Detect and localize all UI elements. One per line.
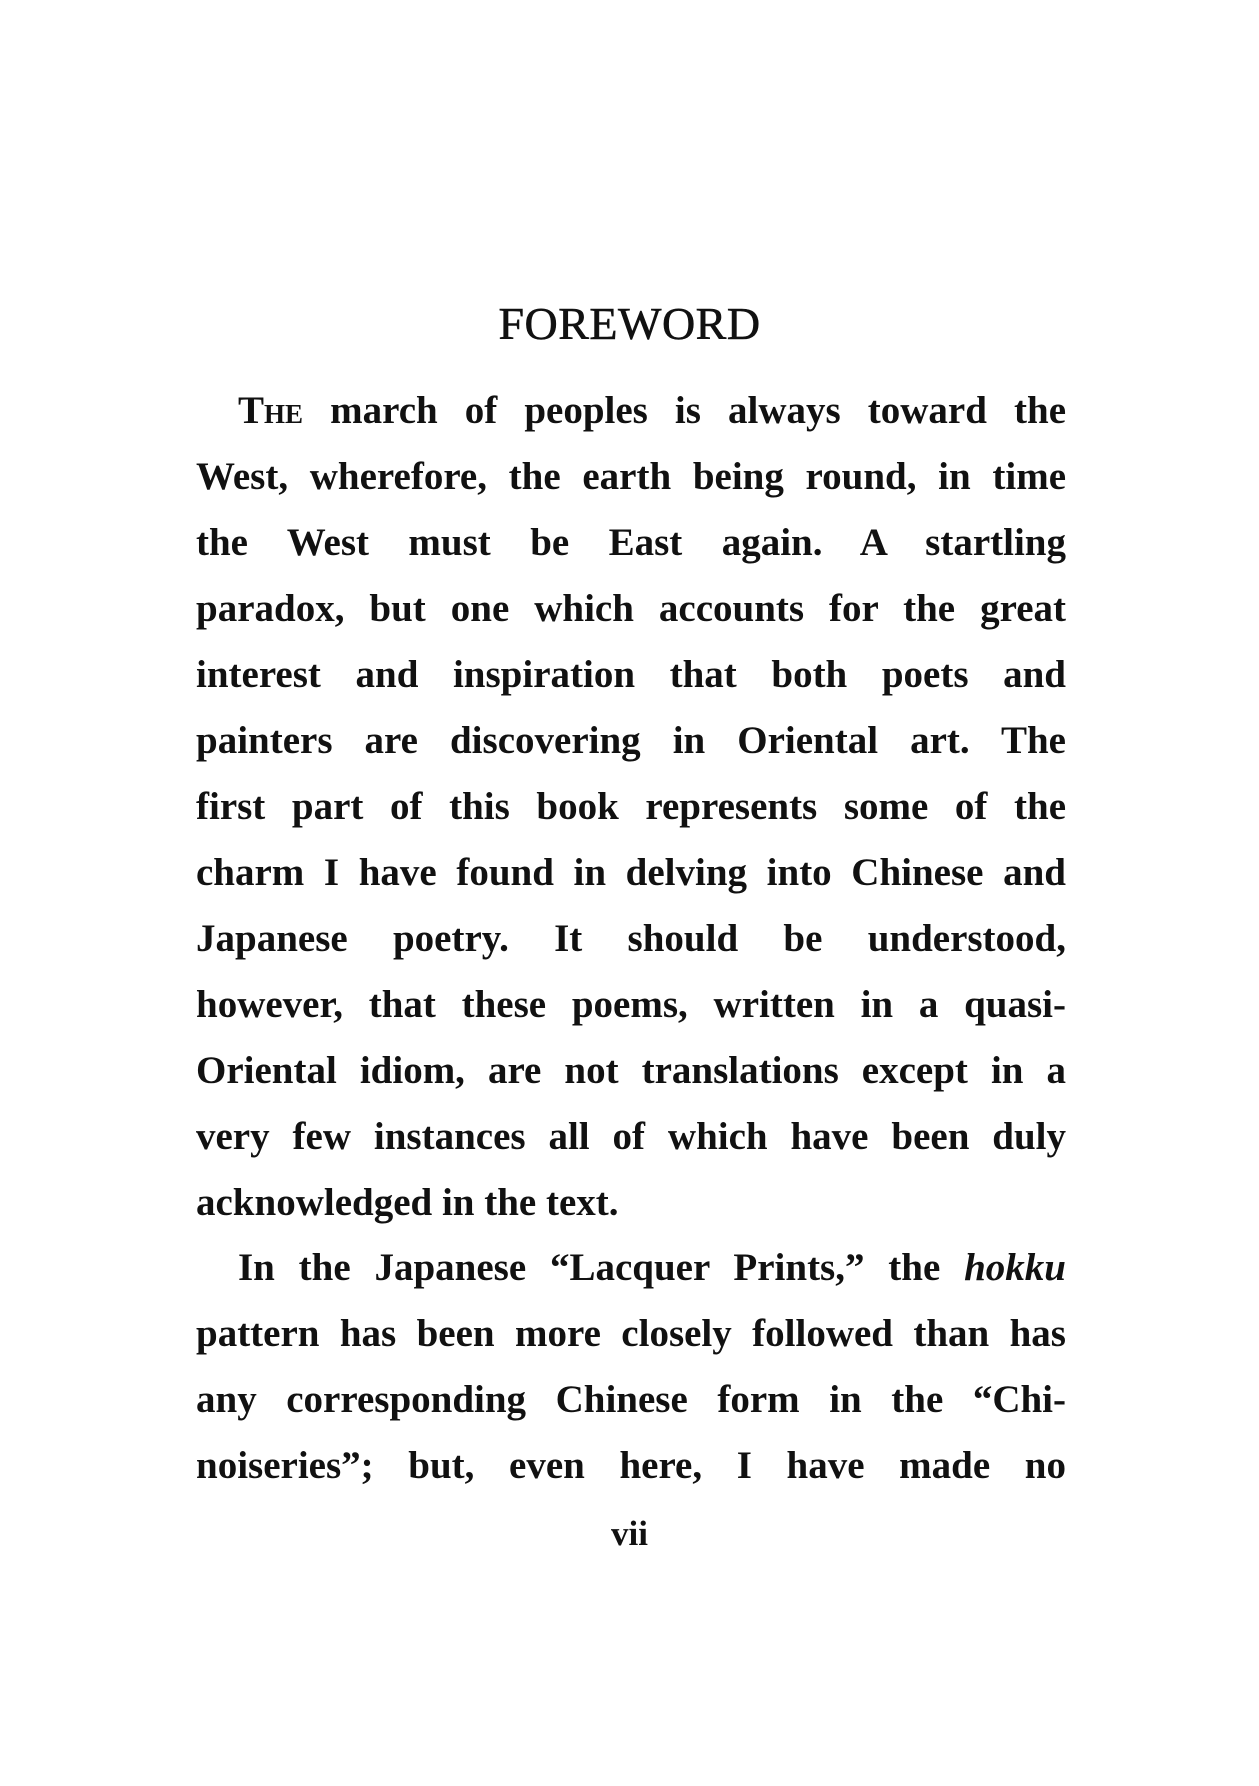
paragraph-1-line: West, wherefore, the earth being round, in time: [196, 455, 1066, 498]
paragraph-1-line-1: The march of peoples is always toward the: [238, 389, 1066, 432]
paragraph-1-line: however, that these poems, written in a quasi-: [196, 983, 1066, 1026]
paragraph-1-line: Oriental idiom, are not translations except in a: [196, 1049, 1066, 1092]
paragraph-1-line: painters are discovering in Oriental art. The: [196, 719, 1066, 762]
page-number: vii: [611, 1514, 648, 1553]
paragraph-2-line: noiseries”; but, even here, I have made no: [196, 1444, 1066, 1487]
paragraph-2-line: pattern has been more closely followed than has: [196, 1312, 1066, 1355]
page-title: FOREWORD: [498, 298, 761, 349]
paragraph-2-line: any corresponding Chinese form in the “Chi-: [196, 1378, 1066, 1421]
paragraph-1-line: acknowledged in the text.: [196, 1181, 619, 1224]
italic-word: hokku: [964, 1246, 1066, 1289]
paragraph-1-line: very few instances all of which have been duly: [196, 1115, 1066, 1158]
paragraph-1: [196, 378, 1066, 1236]
paragraph-1-line: paradox, but one which accounts for the great: [196, 587, 1066, 630]
paragraph-1-line: interest and inspiration that both poets and: [196, 653, 1066, 696]
paragraph-2-line-1: In the Japanese “Lacquer Prints,” the hokku: [238, 1246, 1066, 1289]
paragraph-1-line: the West must be East again. A startling: [196, 521, 1066, 564]
drop-smallcaps-word: The: [238, 389, 304, 432]
paragraph-1-line: first part of this book represents some of the: [196, 785, 1066, 828]
paragraph-1-line: charm I have found in delving into Chinese and: [196, 851, 1066, 894]
paragraph-2: [196, 1235, 1066, 1499]
paragraph-1-line: Japanese poetry. It should be understood,: [196, 917, 1066, 960]
